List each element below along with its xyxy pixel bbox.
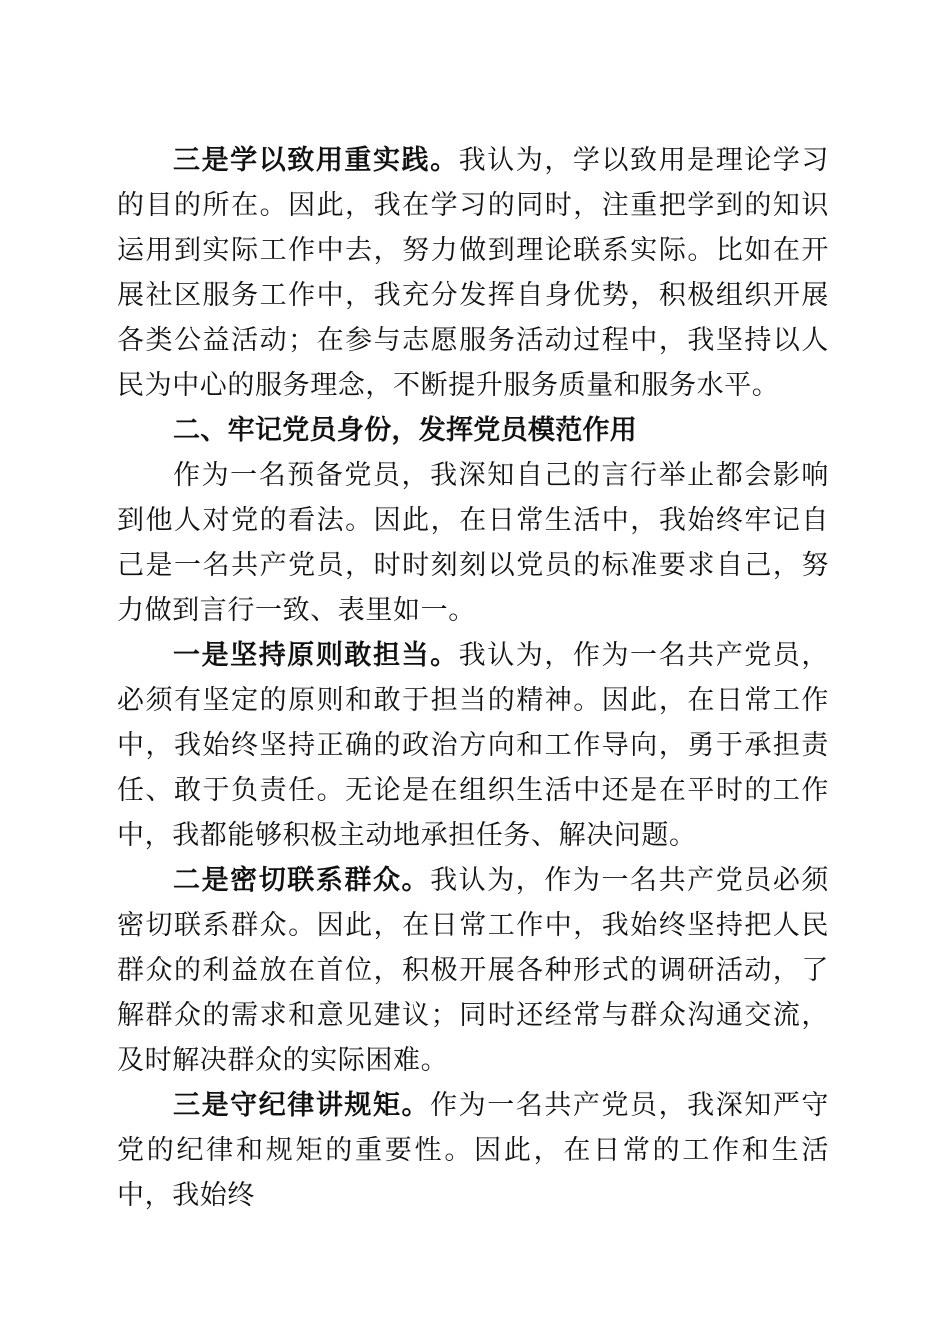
paragraph-text: 我认为，作为一名共产党员，必须有坚定的原则和敢于担当的精神。因此，在日常工作中，我始终坚持正确的政治方向和工作导向，勇于承担责任、敢于负责任。无论是在组织生活中还是在平时的工作中，我都能够积极主动地承担任务、解决问题。 [117, 640, 829, 851]
paragraph-practice [117, 138, 829, 408]
paragraph-text: 我认为，学以致用是理论学习的目的所在。因此，我在学习的同时，注重把学到的知识运用到实际工作中去，努力做到理论联系实际。比如在开展社区服务工作中，我充分发挥自身优势，积极组织开展各类公益活动；在参与志愿服务活动过程中，我坚持以人民为中心的服务理念，不断提升服务质量和服务水平。 [117, 145, 829, 401]
paragraph-masses [117, 858, 829, 1083]
paragraph-text: 我认为，作为一名共产党员必须密切联系群众。因此，在日常工作中，我始终坚持把人民群众的利益放在首位，积极开展各种形式的调研活动，了解群众的需求和意见建议；同时还经常与群众沟通交流，及时解决群众的实际困难。 [117, 865, 829, 1076]
paragraph-text: 作为一名共产党员，我深知严守党的纪律和规矩的重要性。因此，在日常的工作和生活中，我始终 [117, 1090, 829, 1211]
paragraph-text: 作为一名预备党员，我深知自己的言行举止都会影响到他人对党的看法。因此，在日常生活中，我始终牢记自己是一名共产党员，时时刻刻以党员的标准要求自己，努力做到言行一致、表里如一。 [117, 460, 829, 626]
paragraph-intro [117, 453, 829, 633]
paragraph-lead: 三是学以致用重实践。 [173, 145, 459, 176]
paragraph-discipline [117, 1083, 829, 1218]
document-page [117, 138, 829, 1218]
paragraph-lead: 三是守纪律讲规矩。 [173, 1090, 431, 1121]
paragraph-principle [117, 633, 829, 858]
paragraph-lead: 二是密切联系群众。 [173, 865, 431, 896]
paragraph-lead: 一是坚持原则敢担当。 [173, 640, 459, 671]
section-heading: 二、牢记党员身份，发挥党员模范作用 [173, 415, 638, 446]
